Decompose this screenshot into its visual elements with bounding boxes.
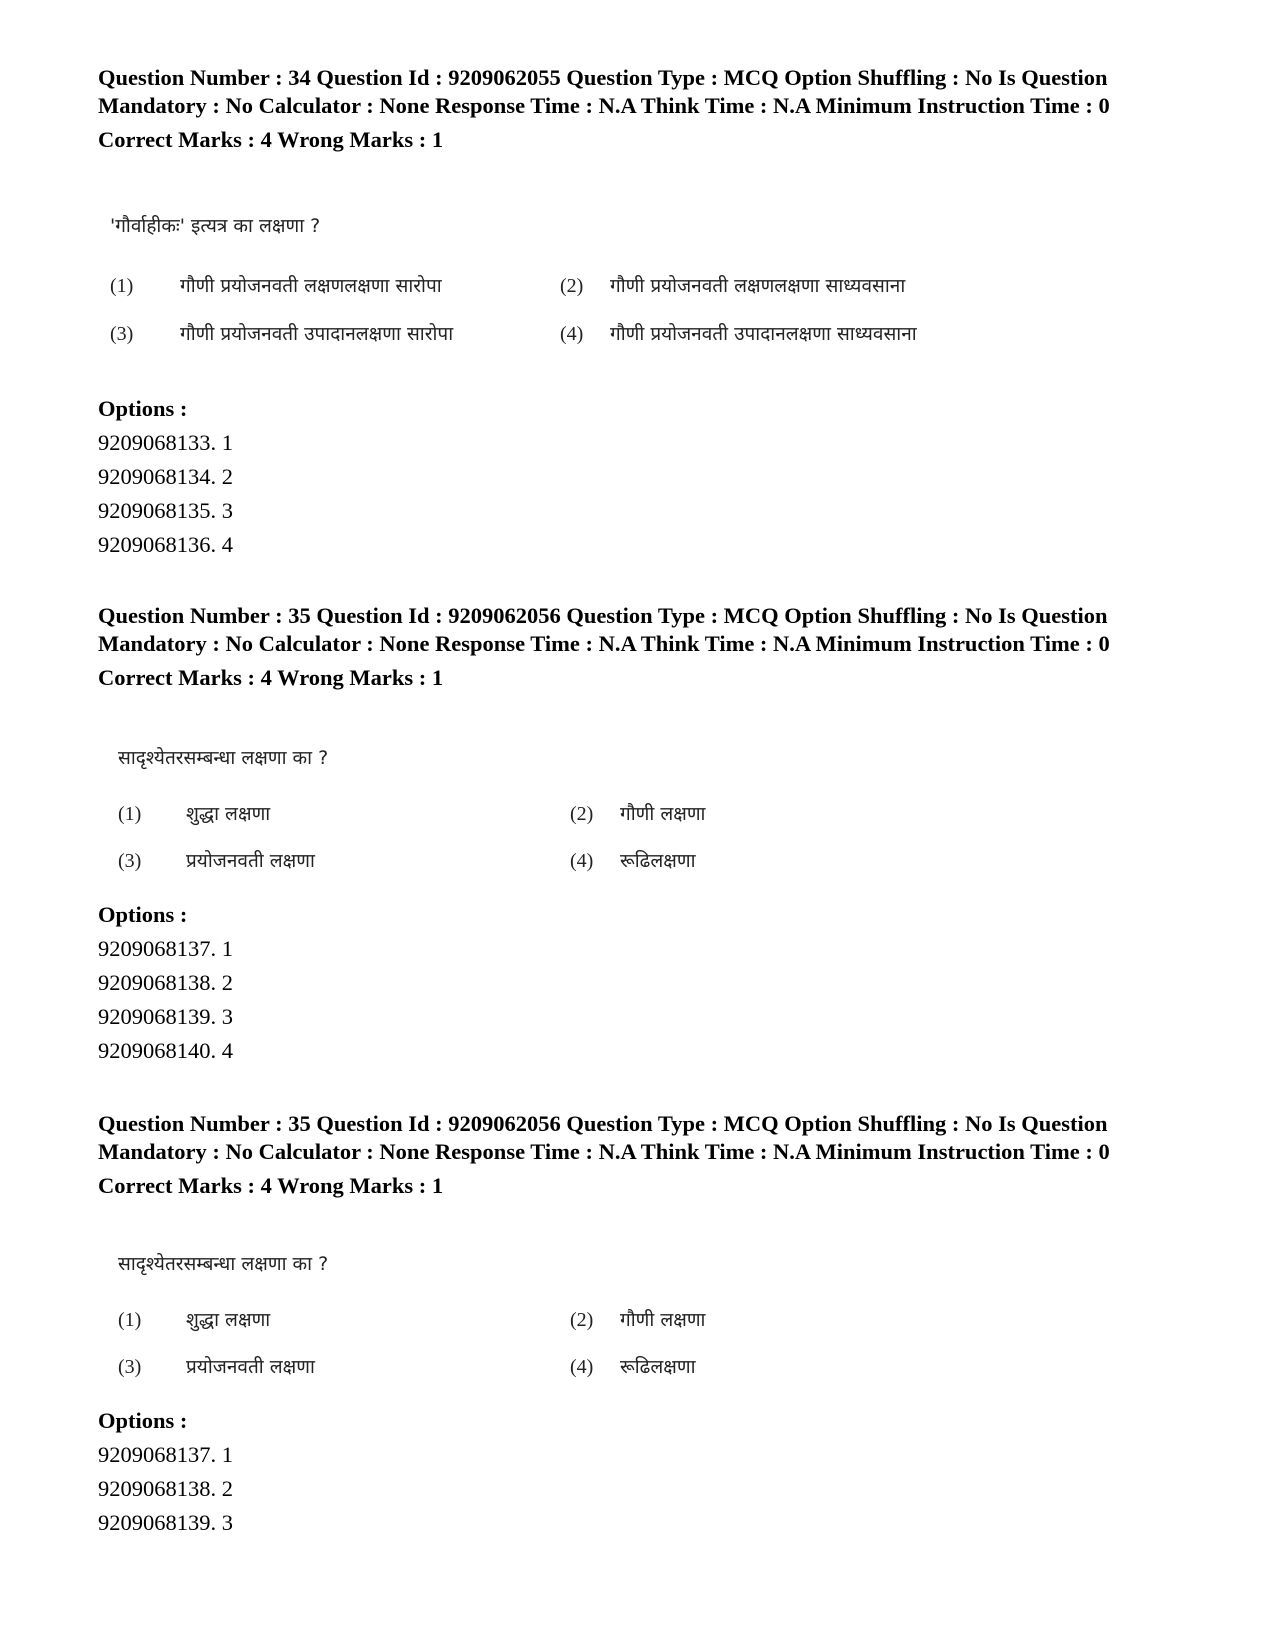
choice-text: प्रयोजनवती लक्षणा bbox=[186, 850, 315, 872]
option-id: 9209068133. 1 bbox=[98, 430, 233, 455]
question-block bbox=[98, 602, 1178, 692]
choice-2 bbox=[570, 800, 705, 826]
choice-text: गौणी प्रयोजनवती लक्षणलक्षणा सारोपा bbox=[180, 275, 442, 297]
choice-text: गौणी लक्षणा bbox=[620, 1309, 706, 1331]
choice-number: (3) bbox=[118, 850, 142, 872]
choice-text: गौणी प्रयोजनवती उपादानलक्षणा साध्यवसाना bbox=[610, 323, 917, 345]
option-list bbox=[98, 1404, 233, 1540]
options-label: Options : bbox=[98, 1408, 188, 1433]
choice-number: (2) bbox=[570, 803, 594, 825]
choice-1 bbox=[118, 800, 270, 826]
choice-number: (1) bbox=[110, 275, 134, 297]
option-id: 9209068137. 1 bbox=[98, 936, 233, 961]
option-list bbox=[98, 392, 233, 562]
option-id: 9209068135. 3 bbox=[98, 498, 233, 523]
choice-number: (4) bbox=[570, 850, 594, 872]
question-meta: Question Number : 35 Question Id : 9209062056 Question Type : MCQ Option Shuffling : No Is Question Mandatory : No Calculator : None Response Time : N.A Think Time : N.A Minimum Instruction Time : 0 bbox=[98, 603, 1110, 656]
option-id: 9209068140. 4 bbox=[98, 1038, 233, 1063]
choice-text: गौणी लक्षणा bbox=[620, 803, 706, 825]
choice-text: गौणी प्रयोजनवती उपादानलक्षणा सारोपा bbox=[180, 323, 454, 345]
choice-1 bbox=[110, 272, 442, 298]
choice-4 bbox=[570, 847, 696, 873]
choice-4 bbox=[570, 1353, 696, 1379]
options-label: Options : bbox=[98, 902, 188, 927]
choice-number: (3) bbox=[110, 323, 134, 345]
choice-text: शुद्धा लक्षणा bbox=[186, 1309, 271, 1331]
option-id: 9209068137. 1 bbox=[98, 1442, 233, 1467]
question-marks: Correct Marks : 4 Wrong Marks : 1 bbox=[98, 1173, 444, 1198]
choice-1 bbox=[118, 1306, 270, 1332]
choice-2 bbox=[560, 272, 905, 298]
choice-2 bbox=[570, 1306, 705, 1332]
options-label: Options : bbox=[98, 396, 188, 421]
option-id: 9209068134. 2 bbox=[98, 464, 233, 489]
option-id: 9209068136. 4 bbox=[98, 532, 233, 557]
option-list bbox=[98, 898, 233, 1068]
choice-3 bbox=[110, 320, 453, 346]
choice-number: (1) bbox=[118, 803, 142, 825]
question-block bbox=[98, 64, 1178, 154]
choice-text: शुद्धा लक्षणा bbox=[186, 803, 271, 825]
question-stem: सादृश्येतरसम्बन्धा लक्षणा का ? bbox=[118, 747, 329, 769]
question-block bbox=[98, 1110, 1178, 1200]
option-id: 9209068139. 3 bbox=[98, 1510, 233, 1535]
choice-number: (1) bbox=[118, 1309, 142, 1331]
choice-number: (4) bbox=[570, 1356, 594, 1378]
option-id: 9209068139. 3 bbox=[98, 1004, 233, 1029]
option-id: 9209068138. 2 bbox=[98, 970, 233, 995]
question-marks: Correct Marks : 4 Wrong Marks : 1 bbox=[98, 127, 444, 152]
question-meta: Question Number : 35 Question Id : 9209062056 Question Type : MCQ Option Shuffling : No Is Question Mandatory : No Calculator : None Response Time : N.A Think Time : N.A Minimum Instruction Time : 0 bbox=[98, 1111, 1110, 1164]
option-id: 9209068138. 2 bbox=[98, 1476, 233, 1501]
choice-number: (2) bbox=[570, 1309, 594, 1331]
choice-4 bbox=[560, 320, 917, 346]
question-stem: 'गौर्वाहीकः' इत्यत्र का लक्षणा ? bbox=[110, 215, 321, 237]
choice-3 bbox=[118, 847, 315, 873]
choice-text: रूढिलक्षणा bbox=[620, 1356, 696, 1378]
choice-3 bbox=[118, 1353, 315, 1379]
choice-number: (2) bbox=[560, 275, 584, 297]
choice-text: प्रयोजनवती लक्षणा bbox=[186, 1356, 315, 1378]
question-stem: सादृश्येतरसम्बन्धा लक्षणा का ? bbox=[118, 1253, 329, 1275]
question-meta: Question Number : 34 Question Id : 9209062055 Question Type : MCQ Option Shuffling : No Is Question Mandatory : No Calculator : None Response Time : N.A Think Time : N.A Minimum Instruction Time : 0 bbox=[98, 65, 1110, 118]
choice-number: (4) bbox=[560, 323, 584, 345]
choice-text: गौणी प्रयोजनवती लक्षणलक्षणा साध्यवसाना bbox=[610, 275, 906, 297]
choice-number: (3) bbox=[118, 1356, 142, 1378]
choice-text: रूढिलक्षणा bbox=[620, 850, 696, 872]
question-marks: Correct Marks : 4 Wrong Marks : 1 bbox=[98, 665, 444, 690]
